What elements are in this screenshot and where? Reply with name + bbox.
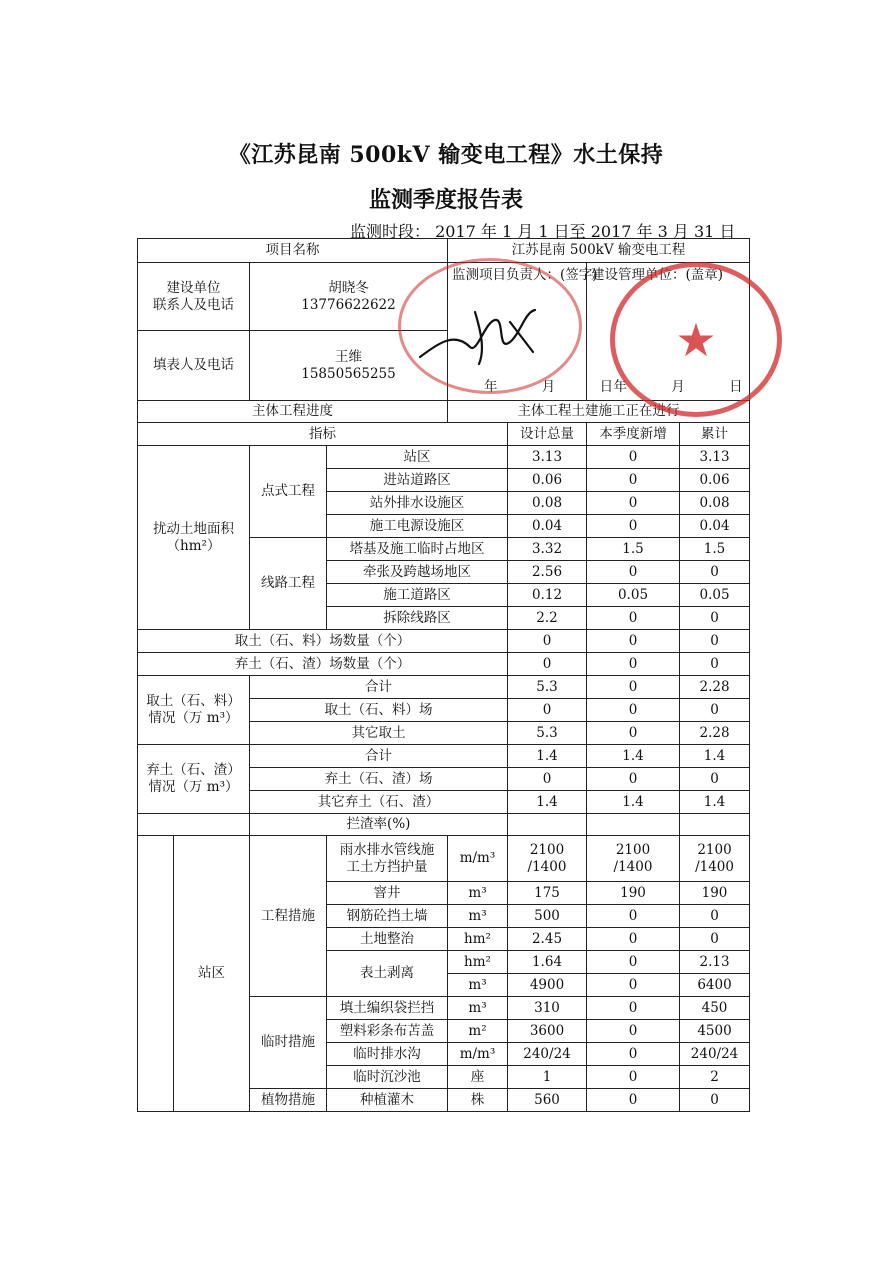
cumulative-value: 3.13 [680,446,750,469]
disturb-area-title: 扰动土地面积 [153,520,234,537]
quarter-value: 0 [587,653,680,676]
quarter-value: 0 [587,630,680,653]
borrow-row-name: 取土（石、料）场 [250,699,508,722]
design-value: 0.06 [508,469,587,492]
cum-value [680,836,750,882]
quarter-value: 190 [587,882,680,905]
cumulative-value: 1.5 [680,538,750,561]
quarter-value [587,836,680,882]
cumulative-value: 2.13 [680,951,750,974]
design-value: 3.13 [508,446,587,469]
report-title-line2: 监测季度报告表 [368,187,523,213]
builder-label-line2: 联系人及电话 [153,296,234,313]
cumulative-value: 0 [680,768,750,791]
design-value: 2.56 [508,561,587,584]
indicator-header: 指标 [138,423,508,446]
borrow-situation-label [138,676,250,745]
retention-design [508,814,587,836]
quarter-value: 0 [587,607,680,630]
quarter-value: 0 [587,974,680,997]
disturb-row-name: 牵张及跨越场地区 [327,561,508,584]
borrow-count-row-name: 取土（石、料）场数量（个） [138,630,508,653]
retention-name: 拦渣率(%) [250,814,508,836]
disturb-row-name: 施工电源设施区 [327,515,508,538]
cumulative-value: 0 [680,928,750,951]
design-value: 0 [508,699,587,722]
quarter-value: 0 [587,515,680,538]
design-value: 0 [508,768,587,791]
unit-value: m/m³ [448,1043,508,1066]
temp-row-name: 塑料彩条布苫盖 [327,1020,448,1043]
vegetation-measures-label: 植物措施 [250,1089,327,1112]
unit-value: m³ [448,882,508,905]
builder-contact-name: 胡晓冬 [328,279,369,296]
cumulative-value: 190 [680,882,750,905]
cumulative-value: 0 [680,1089,750,1112]
eng-row-name: 土地整治 [327,928,448,951]
eng-row-name-line2: 工土方挡护量 [346,858,428,875]
project-name-value: 江苏昆南 500kV 输变电工程 [448,239,750,263]
spoil-row-name: 其它弃土（石、渣） [250,791,508,814]
design-value: 1.64 [508,951,587,974]
quarter-value: 0 [587,1043,680,1066]
cumulative-value: 4500 [680,1020,750,1043]
design-value: 175 [508,882,587,905]
filler-label: 填表人及电话 [138,331,250,401]
unit-value: m² [448,1020,508,1043]
design-value: 0.08 [508,492,587,515]
period-value: 2017 年 1 月 1 日至 2017 年 3 月 31 日 [435,222,736,241]
design-value: 1.4 [508,791,587,814]
design-total-header: 设计总量 [508,423,587,446]
unit-value: hm² [448,928,508,951]
design-value: 2.45 [508,928,587,951]
monitor-signature-date: 年 月 日 [484,379,614,395]
owner-seal-label: 建设管理单位：(盖章) [591,267,724,283]
monitor-signature-cell [448,263,614,401]
report-table [137,238,750,1112]
quarter-value: 0 [587,722,680,745]
design-value: 2.2 [508,607,587,630]
builder-label [138,263,250,331]
owner-seal-date: 年 月 日 [613,379,743,395]
spoil-label-line2: 情况（万 m³） [148,779,239,795]
quarter-value: 0 [587,1020,680,1043]
cumulative-value: 6400 [680,974,750,997]
quarter-value: 0 [587,1066,680,1089]
cumulative-value: 2.28 [680,676,750,699]
design-value: 240/24 [508,1043,587,1066]
monitor-signature-label: 监测项目负责人：(签字) [452,267,598,283]
disturb-row-name: 塔基及施工临时占地区 [327,538,508,561]
cumulative-value: 0 [680,561,750,584]
point-project-label: 点式工程 [250,446,327,538]
line-project-label: 线路工程 [250,538,327,630]
design-value: 0 [508,653,587,676]
retention-blank [138,814,250,836]
quarter-value: 0 [587,997,680,1020]
design-value: 5.3 [508,722,587,745]
eng-row-name: 钢筋砼挡土墙 [327,905,448,928]
progress-label: 主体工程进度 [138,401,448,423]
quarter-value: 0 [587,905,680,928]
temp-row-name: 临时沉沙池 [327,1066,448,1089]
disturb-row-name: 站区 [327,446,508,469]
quarter-value: 0 [587,469,680,492]
cumulative-value: 0 [680,699,750,722]
design-value-line2: /1400 [527,858,567,875]
temp-row-name: 临时排水沟 [327,1043,448,1066]
quarter-value: 0 [587,951,680,974]
progress-value: 主体工程土建施工正在进行 [448,401,750,423]
cumulative-value: 2 [680,1066,750,1089]
station-label: 站区 [174,836,250,1112]
quarter-new-header: 本季度新增 [587,423,680,446]
temp-row-name: 填土编织袋拦挡 [327,997,448,1020]
cumulative-value: 0 [680,653,750,676]
retention-cum [680,814,750,836]
design-value: 0.12 [508,584,587,607]
temporary-measures-label: 临时措施 [250,997,327,1089]
design-value: 3600 [508,1020,587,1043]
quarter-value: 0 [587,928,680,951]
cumulative-value: 240/24 [680,1043,750,1066]
spoil-row-name: 合计 [250,745,508,768]
spoil-count-row-name: 弃土（石、渣）场数量（个） [138,653,508,676]
builder-contact [250,263,448,331]
disturb-row-name: 施工道路区 [327,584,508,607]
borrow-label-line1: 取土（石、料） [146,693,241,709]
cumulative-value: 0.05 [680,584,750,607]
topsoil-name: 表土剥离 [327,951,448,997]
seal-star-icon: ★ [675,312,717,367]
quarter-value: 0 [587,492,680,515]
borrow-row-name: 合计 [250,676,508,699]
station-left-blank [138,836,174,1112]
cumulative-value: 1.4 [680,745,750,768]
spoil-situation-label [138,745,250,814]
builder-contact-phone: 13776622622 [301,296,396,313]
design-value: 0 [508,630,587,653]
cumulative-value: 0.08 [680,492,750,515]
design-value: 310 [508,997,587,1020]
cumulative-header: 累计 [680,423,750,446]
unit-value: 座 [448,1066,508,1089]
eng-row-name [327,836,448,882]
quarter-value: 0 [587,1089,680,1112]
unit-value: m³ [448,974,508,997]
disturb-row-name: 进站道路区 [327,469,508,492]
quarter-value: 0 [587,768,680,791]
cum-value-line1: 2100 [697,841,732,858]
design-value [508,836,587,882]
filler-contact [250,331,448,401]
design-value: 3.32 [508,538,587,561]
cumulative-value: 1.4 [680,791,750,814]
design-value: 560 [508,1089,587,1112]
veg-row-name: 种植灌木 [327,1089,448,1112]
cumulative-value: 2.28 [680,722,750,745]
design-value: 1.4 [508,745,587,768]
cumulative-value: 0.06 [680,469,750,492]
quarter-value: 0 [587,446,680,469]
filler-contact-phone: 15850565255 [301,365,396,382]
unit-value: 株 [448,1089,508,1112]
quarter-value: 0 [587,676,680,699]
cumulative-value: 0.04 [680,515,750,538]
cumulative-value: 450 [680,997,750,1020]
borrow-row-name: 其它取土 [250,722,508,745]
design-value: 500 [508,905,587,928]
disturb-row-name: 拆除线路区 [327,607,508,630]
owner-seal-cell [587,263,750,401]
quarter-value-line1: 2100 [615,841,651,858]
builder-label-line1: 建设单位 [166,279,221,296]
unit-value: hm² [448,951,508,974]
report-title-line1: 《江苏昆南 500kV 输变电工程》水土保持 [228,142,664,168]
quarter-value: 1.4 [587,791,680,814]
unit-value: m/m³ [448,836,508,882]
unit-value: m³ [448,905,508,928]
disturb-area-label [138,446,250,630]
engineering-measures-label: 工程措施 [250,836,327,997]
unit-value: m³ [448,997,508,1020]
retention-quarter [587,814,680,836]
period-label: 监测时段： [350,222,431,241]
spoil-row-name: 弃土（石、渣）场 [250,768,508,791]
quarter-value: 0 [587,561,680,584]
borrow-label-line2: 情况（万 m³） [148,710,239,726]
eng-row-name-line1: 雨水排水管线施 [339,841,435,858]
quarter-value: 0 [587,699,680,722]
cumulative-value: 0 [680,607,750,630]
quarter-value: 1.4 [587,745,680,768]
design-value: 4900 [508,974,587,997]
quarter-value: 0.05 [587,584,680,607]
project-name-label: 项目名称 [138,239,448,263]
cum-value-line2: /1400 [695,858,734,875]
cumulative-value: 0 [680,905,750,928]
quarter-value: 1.5 [587,538,680,561]
quarter-value-line2: /1400 [613,858,653,875]
disturb-area-unit: （hm²） [166,537,221,554]
eng-row-name: 窨井 [327,882,448,905]
design-value: 5.3 [508,676,587,699]
filler-contact-name: 王维 [335,348,362,365]
design-value: 0.04 [508,515,587,538]
design-value: 1 [508,1066,587,1089]
design-value-line1: 2100 [529,841,565,858]
cumulative-value: 0 [680,630,750,653]
spoil-label-line1: 弃土（石、渣） [146,762,241,778]
disturb-row-name: 站外排水设施区 [327,492,508,515]
